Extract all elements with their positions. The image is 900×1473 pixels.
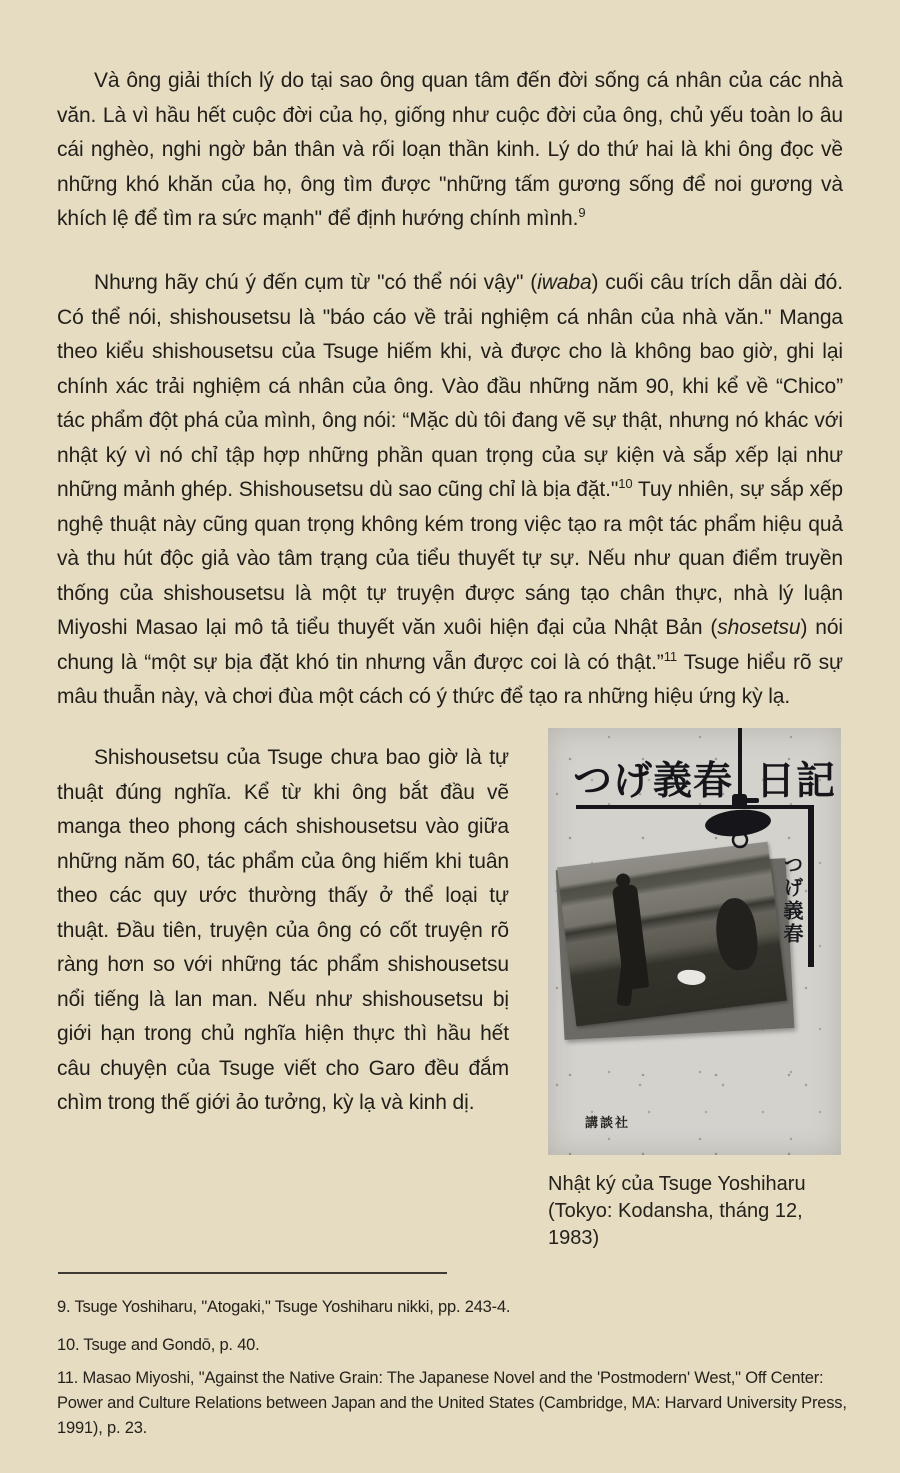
paragraph-1: Và ông giải thích lý do tại sao ông quan tâm đến đời sống cá nhân của các nhà văn. Là vì hầu hết cuộc đời của họ, giống như cuộc đời của ông, chủ yếu toàn lo âu cái nghèo, nghi ngờ bản thân và rối loạn thần kinh. Lý do thứ hai là khi ông đọc về những khó khăn của họ, ông tìm được "những tấm gương sống để noi gương và khích lệ để tìm ra sức mạnh" để định hướng chính mình.$^9$: [57, 69, 843, 230]
cover-spine-text: つげ義春: [780, 854, 804, 946]
book-cover-figure: [548, 728, 841, 1252]
footnote-11: 11. Masao Miyoshi, "Against the Native Grain: The Japanese Novel and the 'Postmodern' West," Off Center: Power and Culture Relations between Japan and the United States (Cambridge, MA: Harvard University Press, 1991), p. 23.: [57, 1369, 847, 1437]
cover-title: [573, 750, 837, 806]
caption-line-1: Nhật ký của Tsuge Yoshiharu: [548, 1173, 806, 1195]
paragraph-2: Nhưng hãy chú ý đến cụm từ "có thể nói vậy" (iwaba) cuối câu trích dẫn dài đó. Có thể nói, shishousetsu là "báo cáo về trải nghiệm cá nhân của nhà văn." Manga theo kiểu shishousetsu của Tsuge hiếm khi, và được cho là không bao giờ, ghi lại chính xác trải nghiệm cá nhân của ông. Vào đầu những năm 90, khi kể về “Chico” tác phẩm đột phá của mình, ông nói: “Mặc dù tôi đang vẽ sự thật, nhưng nó khác với nhật ký vì nó chỉ tập hợp những phần quan trọng của sự kiện và sắp xếp lại như những mảnh ghép. Shishousetsu dù sao cũng chỉ là bịa đặt."$^{10}$ Tuy nhiên, sự sắp xếp nghệ thuật này cũng quan trọng không kém trong việc tạo ra một tác phẩm hiệu quả và thu hút độc giả vào tâm trạng của tiểu thuyết tự sự. Nếu như quan điểm truyền thống của shishousetsu là một tự truyện được sáng tạo chân thực, nhà lý luận Miyoshi Masao lại mô tả tiểu thuyết văn xuôi hiện đại của Nhật Bản (shosetsu) nói chung là “một sự bịa đặt khó tin nhưng vẫn được coi là có thật.”$^{11}$ Tsuge hiểu rõ sự mâu thuẫn này, và chơi đùa một cách có ý thức để tạo ra những hiệu ứng kỳ lạ.: [57, 271, 844, 708]
footnote-separator-rule: [58, 1272, 447, 1274]
figure-caption: [548, 1171, 841, 1252]
cover-title-author: つげ義春: [573, 759, 734, 804]
cover-publisher-text: 講談社: [585, 1116, 631, 1131]
footnote-9: 9. Tsuge Yoshiharu, "Atogaki," Tsuge Yoshiharu nikki, pp. 243-4.: [57, 1298, 511, 1316]
footnote-10: 10. Tsuge and Gondō, p. 40.: [57, 1336, 260, 1354]
cover-title-diary: 日記: [756, 759, 837, 804]
caption-line-2: (Tokyo: Kodansha, tháng 12, 1983): [548, 1200, 803, 1249]
book-cover-image: [548, 728, 841, 1155]
paragraph-3: Shishousetsu của Tsuge chưa bao giờ là tự thuật đúng nghĩa. Kể từ khi ông bắt đầu vẽ manga theo phong cách shishousetsu vào giữa những năm 60, tác phẩm của ông hiếm khi tuân theo các quy ước thường thấy ở thể loại tự thuật. Đầu tiên, truyện của ông có cốt truyện rõ ràng hơn so với những tác phẩm shishousetsu nổi tiếng là lan man. Nếu như shishousetsu bị giới hạn trong chủ nghĩa hiện thực thì hầu hết câu chuyện của Tsuge viết cho Garo đều đắm chìm trong thế giới ảo tưởng, kỳ lạ và kinh dị.: [57, 746, 509, 1114]
